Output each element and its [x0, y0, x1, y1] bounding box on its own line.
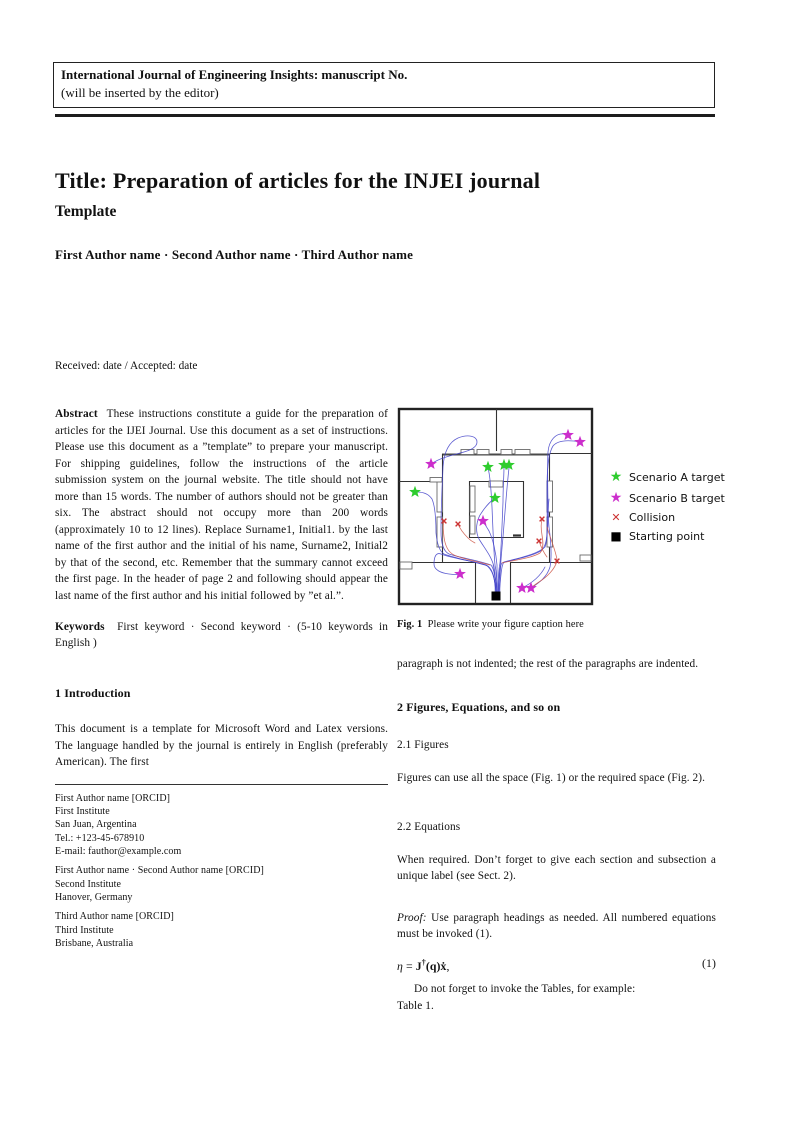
figures-paragraph: Figures can use all the space (Fig. 1) or the required space (Fig. 2). — [397, 771, 706, 784]
proof-text: Use paragraph headings as needed. All numbered equations must be invoked (1). — [397, 911, 716, 941]
equations-paragraph: When required. Don’t forget to give each section and subsection a unique label (see Sect. 2). — [397, 853, 716, 883]
footnote-line: First Author name [ORCID] — [55, 792, 171, 804]
figure-caption-label: Fig. 1 — [397, 619, 423, 630]
footnote-line: Third Institute — [55, 924, 114, 936]
legend-label: Scenario B target — [629, 491, 725, 505]
figure-caption — [397, 618, 716, 632]
legend-item-collision — [608, 512, 725, 523]
proof-paragraph — [397, 910, 716, 943]
subsection-heading-figures: 2.1 Figures — [397, 739, 449, 752]
tables-paragraph: Do not forget to invoke the Tables, for example: Table 1. — [397, 983, 636, 1012]
legend-label: Starting point — [629, 529, 705, 543]
starting-point-marker — [492, 592, 501, 601]
footnote-line: First Institute — [55, 806, 110, 818]
received-accepted-line: Received: date / Accepted: date — [55, 360, 198, 372]
continuation-paragraph: paragraph is not indented; the rest of the paragraphs are indented. — [397, 658, 699, 670]
footnote-line: E-mail: fauthor@example.com — [55, 846, 182, 858]
scenario-b-target-marker — [525, 582, 537, 593]
scenario-a-target-marker — [409, 486, 421, 497]
keywords-paragraph — [55, 619, 388, 652]
legend-item-scenario-a — [608, 470, 725, 484]
abstract-label: Abstract — [55, 408, 98, 420]
scenario-b-target-marker — [454, 568, 466, 579]
collision-cross-icon: ✕ — [611, 511, 621, 524]
magenta-star-icon: ★ — [609, 490, 623, 506]
footnote-line: Third Author name [ORCID] — [55, 911, 174, 923]
figure-caption-text: Please write your figure caption here — [427, 619, 584, 630]
figure-map — [397, 407, 594, 607]
footnote-line: Second Institute — [55, 878, 121, 890]
legend-item-starting-point — [608, 530, 725, 542]
abstract-text: These instructions constitute a guide for the preparation of articles for the IJEI Journal. Use this document as a set of instructions. Please use this document as a ”template” to prepare your manuscript. For shipping guidelines, follow the instructions of the article submission system on the journal website. The title should not have more than 15 words. The number of authors should not be greater than six. The abstract should not occupy more than 200 words (approximately 10 to 12 lines). Replace Surname1, Initial1. by the last name of the first author and the initial of his name, Surname2, Initial2 by that of the second, etc. Remember that the summary cannot exceed the first page. In the header of page 2 and following should appear the last name of the first author and his initial followed by ”et al.”. — [55, 408, 388, 603]
footnote-group-2 — [55, 864, 388, 904]
trajectory-paths — [417, 434, 580, 594]
author-line: First Author name · Second Author name · Third Author name — [55, 247, 414, 262]
proof-label: Proof: — [397, 911, 427, 924]
journal-header-box — [53, 62, 715, 108]
journal-note: (will be inserted by the editor) — [61, 84, 219, 100]
footnote-line: Brisbane, Australia — [55, 937, 134, 949]
article-title: Title: Preparation of articles for the INJEI journal — [55, 168, 541, 193]
figure-legend — [608, 470, 725, 549]
abstract-paragraph — [55, 406, 388, 605]
legend-item-scenario-b — [608, 491, 725, 505]
collision-marker — [537, 539, 542, 544]
keywords-label: Keywords — [55, 620, 105, 633]
footnote-group-1 — [55, 792, 388, 858]
equation-body: η = J†(q)ẋ, — [397, 957, 450, 973]
footnote-line: Hanover, Germany — [55, 891, 133, 903]
scenario-b-target-marker — [425, 458, 437, 469]
legend-label: Collision — [629, 511, 676, 524]
scenario-b-target-marker — [562, 429, 574, 440]
section-heading-introduction: 1 Introduction — [55, 685, 131, 700]
collision-marker — [456, 522, 461, 527]
scenario-b-target-marker — [574, 436, 586, 447]
journal-name: International Journal of Engineering Insights: manuscript No. — [61, 67, 408, 82]
scenario-a-target-marker — [482, 461, 494, 472]
legend-label: Scenario A target — [629, 470, 725, 484]
equation-number: (1) — [702, 955, 716, 970]
footnote-group-3 — [55, 910, 388, 950]
article-subtitle: Template — [55, 203, 117, 220]
figure-1 — [397, 407, 725, 607]
subsection-heading-equations: 2.2 Equations — [397, 821, 461, 834]
left-column — [55, 406, 388, 950]
right-column — [397, 407, 725, 1014]
footnote-line: San Juan, Argentina — [55, 819, 137, 831]
section-heading-figures-equations: 2 Figures, Equations, and so on — [397, 699, 561, 714]
keywords-text: First keyword · Second keyword · (5-10 keywords in English ) — [55, 620, 388, 650]
footnote-line: First Author name · Second Author name [ORCID] — [55, 865, 264, 877]
introduction-paragraph: This document is a template for Microsoft Word and Latex versions. The language handled by the journal is entirely in English (preferably American). The first — [55, 723, 388, 769]
header-rule — [55, 114, 715, 117]
footnote-line: Tel.: +123-45-678910 — [55, 832, 145, 844]
equation-1 — [397, 955, 716, 974]
black-square-icon: ■ — [610, 529, 622, 543]
map-border — [399, 409, 592, 604]
green-star-icon: ★ — [609, 469, 623, 485]
footnote-rule — [55, 784, 388, 785]
scenario-b-target-marker — [516, 582, 528, 593]
